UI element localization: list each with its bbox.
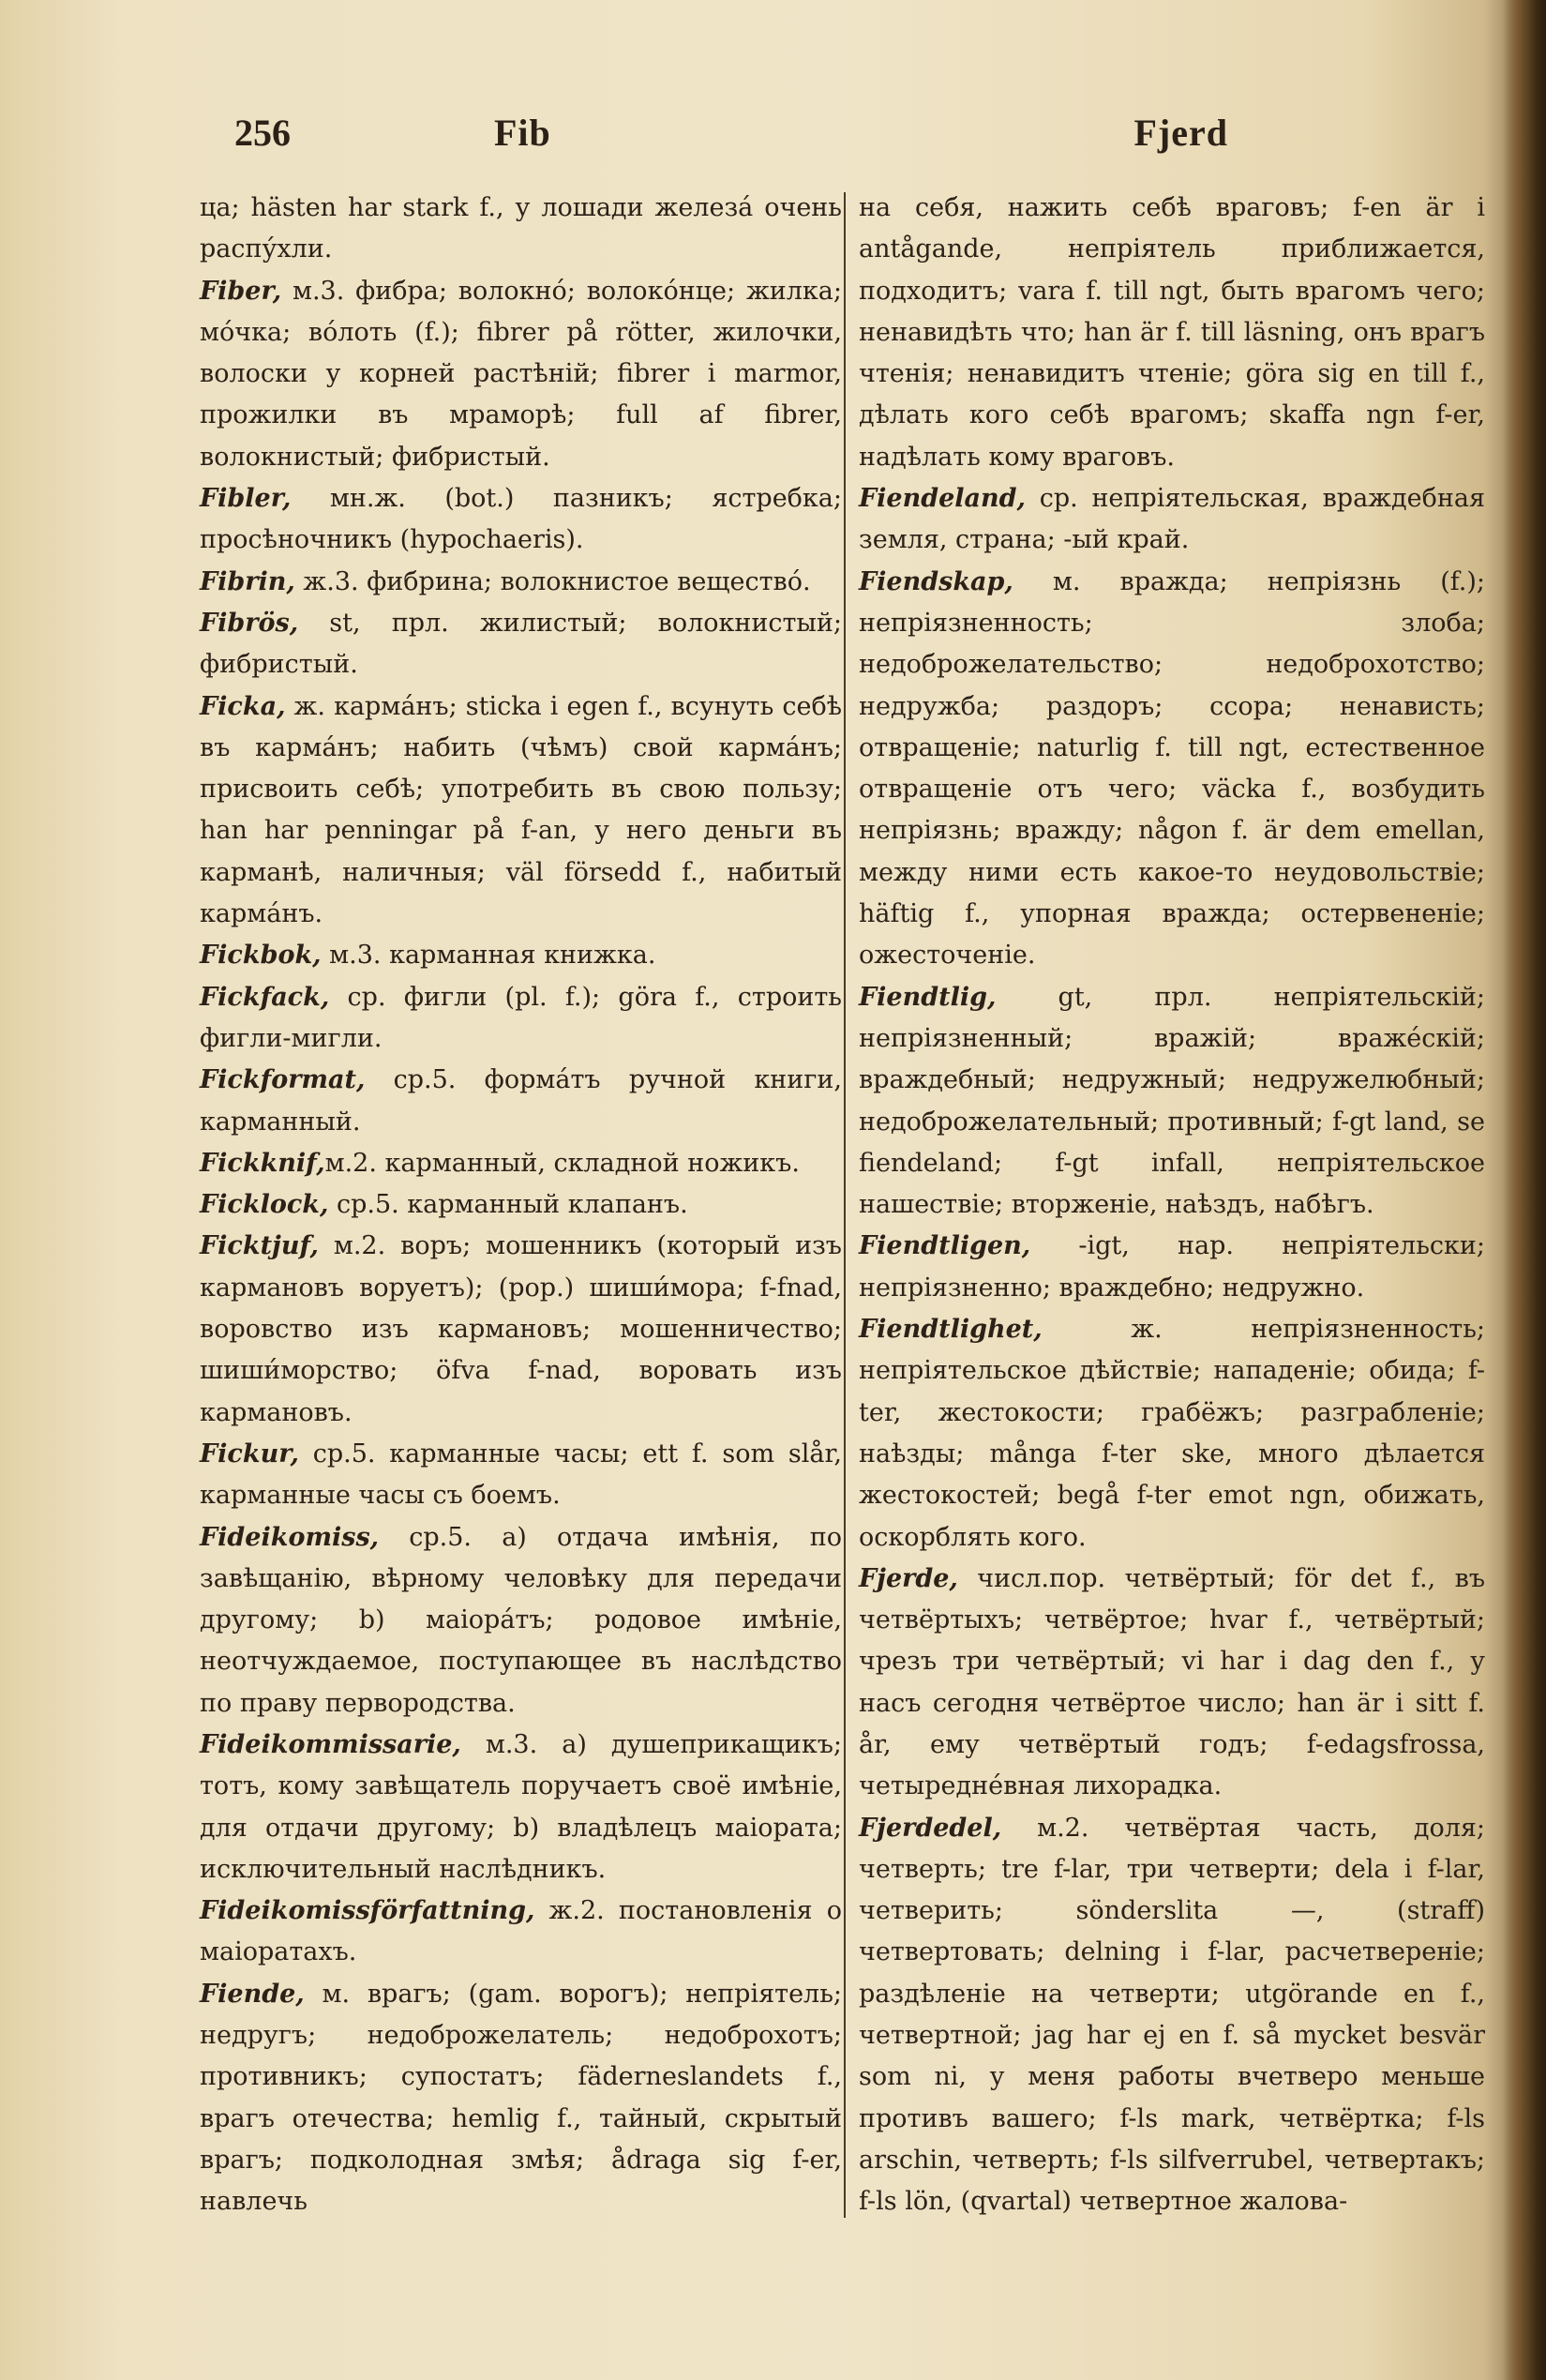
entry-definition: ср.5. карманные часы; ett f. som slår, карманные часы съ боемъ. — [200, 1439, 842, 1511]
entry-headword: Fiendtlighet, — [859, 1315, 1043, 1345]
page-number: 256 — [234, 112, 291, 154]
dictionary-entry — [200, 1226, 842, 1433]
entry-headword: Fickbok, — [200, 941, 322, 971]
entry-definition: ж. непріязненность; непріятельское дѣйствіе; нападеніе; обида; f-ter, жестокости; грабёжъ; разграбленіе; наѣзды; många f-ter ske, много дѣлается жестокостей; begå f-ter emot ngn, обижать, оскорблять кого. — [859, 1315, 1485, 1552]
entry-headword: Fibler, — [200, 484, 292, 514]
entry-definition: ж.2. постановленія о маіоратахъ. — [200, 1896, 842, 1967]
entry-definition: ср.5. карманный клапанъ. — [328, 1190, 688, 1220]
entry-headword: Ficklock, — [200, 1190, 329, 1220]
entry-headword: Ficka, — [200, 691, 286, 721]
entry-headword: Fjerde, — [859, 1563, 958, 1593]
entry-definition: мн.ж. (bot.) пазникъ; ястребка; просѣночникъ (hypochaeris). — [200, 484, 842, 555]
entry-definition: -igt, нар. непріятельски; непріязненно; враждебно; недружно. — [859, 1231, 1485, 1303]
entry-definition: ж.3. фибрина; волокнистое вещество́. — [294, 566, 811, 596]
entry-headword: Fiendtlig, — [859, 982, 997, 1012]
entry-headword: Fiendeland, — [859, 484, 1026, 514]
entry-definition: м.2. карманный, складной ножикъ. — [324, 1148, 800, 1178]
entry-definition: ж. карма́нъ; sticka i egen f., всунуть себѣ въ карма́нъ; набить (чѣмъ) свой карма́нъ; присвоить себѣ; употребить въ свою пользу; han har penningar på f-an, у него деньги въ карманѣ, наличныя; väl försedd f., набитый карма́нъ. — [200, 691, 842, 929]
entry-headword: Fiende, — [200, 1979, 305, 2009]
guide-word-left: Fib — [494, 112, 551, 154]
entry-headword: Fickfack, — [200, 982, 330, 1012]
dictionary-entry — [859, 478, 1485, 562]
dictionary-entry — [200, 1890, 842, 1974]
entry-headword: Fickur, — [200, 1439, 299, 1469]
entry-definition: м.2. воръ; мошенникъ (который изъ кармановъ воруетъ); (pop.) шиши́мора; f-fnad, воровство изъ кармановъ; мошенничество; шиши́морство; öfva f-nad, воровать изъ кармановъ. — [200, 1231, 842, 1427]
entry-headword: Fiber, — [200, 276, 282, 306]
entry-headword: Fideikommissarie, — [200, 1729, 461, 1759]
entry-headword: Fideikomiss, — [200, 1522, 380, 1552]
dictionary-entry — [200, 1143, 842, 1184]
left-column — [200, 188, 842, 2223]
dictionary-entry — [859, 1226, 1485, 1309]
entry-definition: ср.5. форма́тъ ручной книги, карманный. — [200, 1065, 842, 1137]
book-binding-shadow — [1503, 0, 1546, 2380]
dictionary-entry — [200, 271, 842, 478]
dictionary-entry — [200, 603, 842, 686]
entry-definition: м.3. карманная книжка. — [321, 941, 656, 971]
entry-headword: Fiendtligen, — [859, 1231, 1031, 1261]
dictionary-entry — [859, 1808, 1485, 2223]
column-divider — [844, 192, 846, 2218]
dictionary-entry — [200, 1184, 842, 1226]
dictionary-entry — [200, 1974, 842, 2223]
dictionary-entry — [200, 188, 842, 271]
entry-headword: Fibrin, — [200, 566, 295, 596]
dictionary-entry — [200, 686, 842, 936]
entry-definition: ср. непріятельская, враждебная земля, страна; -ый край. — [859, 484, 1485, 555]
dictionary-entry — [200, 1725, 842, 1890]
entry-definition: на себя, нажить себѣ враговъ; f-en är i antågande, непріятель приближается, подходитъ; vara f. till ngt, быть врагомъ чего; ненавидѣть что; han är f. till läsning, онъ врагъ чтенія; ненавидитъ чтеніе; göra sig en till f., дѣлать кого себѣ врагомъ; skaffa ngn f-er, надѣлать кому враговъ. — [859, 193, 1485, 472]
page-header — [234, 111, 1228, 167]
right-column — [859, 188, 1485, 2223]
dictionary-entry — [200, 1434, 842, 1517]
entry-definition: числ.пор. четвёртый; för det f., въ четвёртыхъ; четвёртое; hvar f., четвёртый; чрезъ три четвёртый; vi har i dag den f., у насъ сегодня четвёртое число; han är i sitt f. år, ему четвёртый годъ; f-edagsfrossa, четыредне́вная лихорадка. — [859, 1563, 1485, 1801]
entry-definition: ца; hästen har stark f., у лошади железа́ очень распу́хли. — [200, 193, 842, 264]
entry-headword: Fickknif, — [200, 1148, 325, 1178]
entry-headword: Fibrös, — [200, 608, 299, 638]
entry-definition: м.2. четвёртая часть, доля; четверть; tre f-lar, три четверти; dela i f-lar, четверить; sönderslita —, (straff) четвертовать; delning i f-lar, расчетвереніе; раздѣленіе на четверти; utgörande en f., четвертной; jag har ej en f. så mycket besvär som ni, у меня работы вчетверо меньше противъ вашего; f-ls mark, четвёртка; f-ls arschin, четверть; f-ls silfverrubel, четвертакъ; f-ls lön, (qvartal) четвертное жалова- — [859, 1813, 1485, 2217]
entry-headword: Fjerdedel, — [859, 1813, 1002, 1843]
entry-definition: м.3. фибра; волокно́; волоко́нце; жилка; мо́чка; во́лоть (f.); fibrer på rötter, жилочки, волоски у корней растѣній; fibrer i marmor, прожилки въ мраморѣ; full af fibrer, волокнистый; фибристый. — [200, 276, 842, 472]
guide-word-right: Fjerd — [1133, 112, 1228, 154]
entry-definition: ср. фигли (pl. f.); göra f., строить фигли-мигли. — [200, 982, 842, 1053]
entry-definition: ср.5. a) отдача имѣнія, по завѣщанію, вѣрному человѣку для передачи другому; b) маіора́тъ; родовое имѣніе, неотчуждаемое, поступающее въ наслѣдство по праву первородства. — [200, 1522, 842, 1718]
dictionary-entry — [200, 1060, 842, 1143]
dictionary-entry — [200, 478, 842, 562]
dictionary-entry — [200, 562, 842, 603]
entry-definition: м. врагъ; (gam. ворогъ); непріятель; недругъ; недоброжелатель; недоброхотъ; противникъ; супостатъ; fäderneslandets f., врагъ отечества; hemlig f., тайный, скрытый врагъ; подколодная змѣя; ådraga sig f-er, навлечь — [200, 1979, 842, 2217]
entry-headword: Fideikomissförfattning, — [200, 1896, 535, 1926]
dictionary-entry — [200, 935, 842, 976]
dictionary-entry — [859, 562, 1485, 977]
dictionary-entry — [200, 977, 842, 1061]
dictionary-entry — [200, 1517, 842, 1725]
entry-definition: м.3. a) душеприкащикъ; тотъ, кому завѣщатель поручаетъ своё имѣніе, для отдачи другому; b) владѣлецъ маіората; исключительный наслѣдникъ. — [200, 1729, 842, 1884]
dictionary-entry — [859, 1309, 1485, 1559]
entry-definition: gt, прл. непріятельскій; непріязненный; вражій; враже́скій; враждебный; недружный; недружелюбный; недоброжелательный; противный; f-gt land, se fiendeland; f-gt infall, непріятельское нашествіе; вторженіе, наѣздъ, набѣгъ. — [859, 982, 1485, 1220]
entry-headword: Ficktjuf, — [200, 1231, 319, 1261]
entry-definition: st, прл. жилистый; волокнистый; фибристый. — [200, 608, 842, 680]
dictionary-entry — [859, 977, 1485, 1227]
dictionary-entry — [859, 1559, 1485, 1808]
entry-definition: м. вражда; непріязнь (f.); непріязненность; злоба; недоброжелательство; недоброхотство; недружба; раздоръ; ссора; ненависть; отвращеніе; naturlig f. till ngt, естественное отвращеніе отъ чего; väcka f., возбудить непріязнь; вражду; någon f. är dem emellan, между ними есть какое-то неудовольствіе; häftig f., упорная вражда; остервененіе; ожесточеніе. — [859, 566, 1485, 971]
entry-headword: Fiendskap, — [859, 566, 1013, 596]
dictionary-entry — [859, 188, 1485, 478]
entry-headword: Fickformat, — [200, 1065, 366, 1095]
